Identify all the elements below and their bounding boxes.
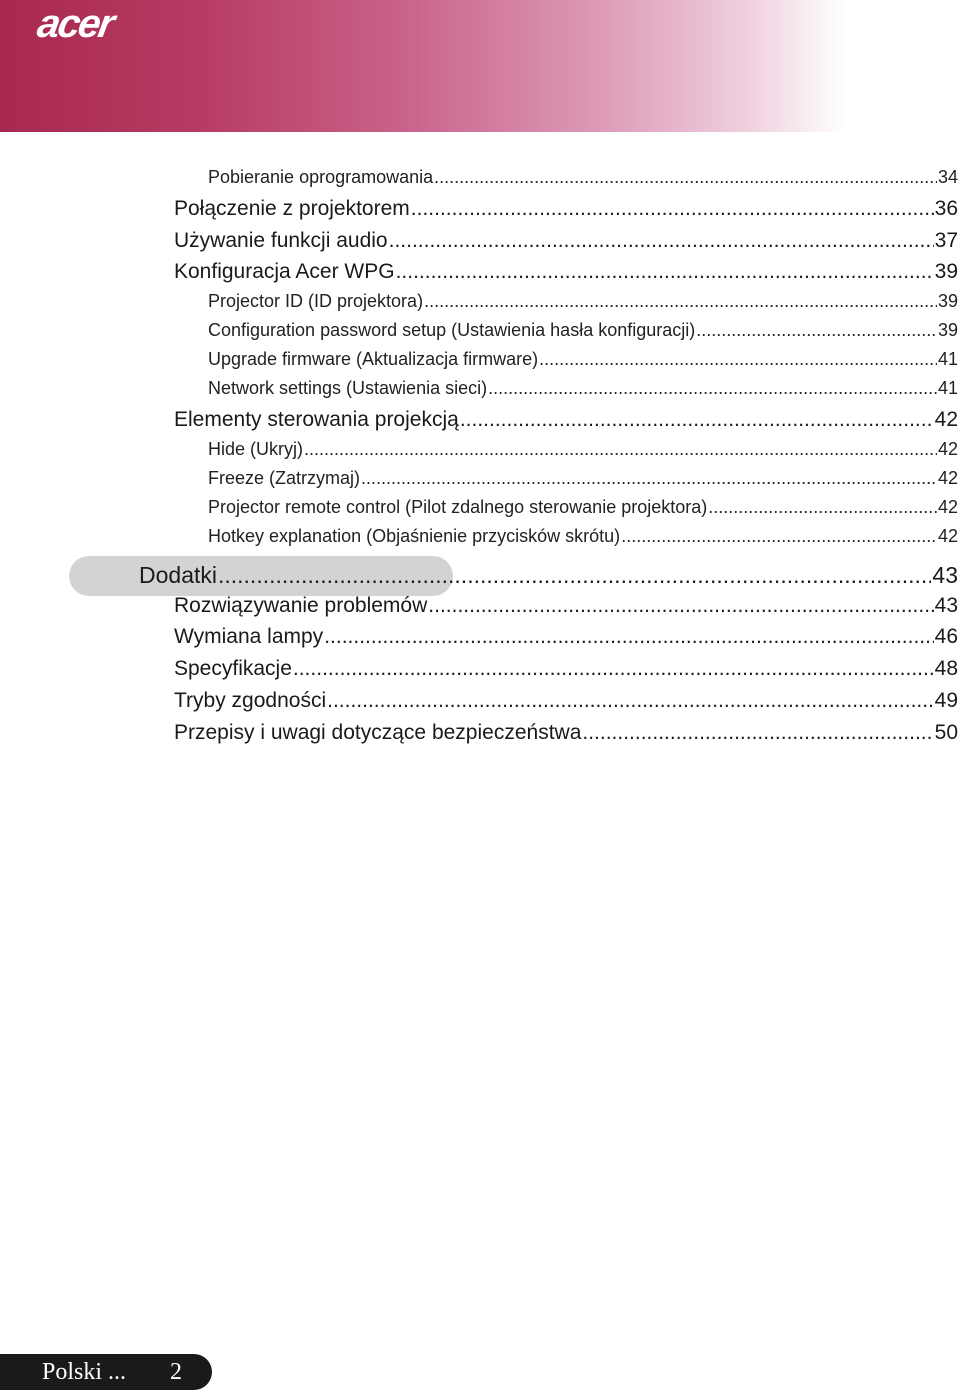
toc-entry-page: 39 bbox=[934, 260, 958, 283]
toc-dot-leader bbox=[434, 167, 937, 188]
toc-entry-title: Rozwiązywanie problemów bbox=[174, 594, 428, 617]
toc-entry-title: Network settings (Ustawienia sieci) bbox=[208, 378, 488, 398]
toc-entry[interactable] bbox=[174, 657, 958, 681]
toc-entry-page: 37 bbox=[934, 229, 958, 252]
toc-dot-leader bbox=[293, 657, 934, 681]
toc-dot-leader bbox=[411, 197, 934, 221]
toc-entry-page: 39 bbox=[937, 291, 958, 311]
toc-entry-title: Elementy sterowania projekcją bbox=[174, 408, 459, 431]
toc-dot-leader bbox=[696, 320, 937, 341]
toc-entry[interactable] bbox=[174, 594, 958, 618]
toc-entry-page: 48 bbox=[934, 657, 958, 680]
toc-entry[interactable] bbox=[208, 291, 958, 312]
toc-entry[interactable] bbox=[208, 497, 958, 518]
toc-entry[interactable] bbox=[174, 625, 958, 649]
footer-page-tab bbox=[0, 1354, 212, 1390]
toc-entry[interactable] bbox=[208, 167, 958, 188]
toc-dot-leader bbox=[708, 497, 937, 518]
toc-dot-leader bbox=[324, 625, 933, 649]
toc-entry[interactable] bbox=[208, 439, 958, 460]
toc-entry-page: 36 bbox=[934, 197, 958, 220]
toc-entry-title: Specyfikacje bbox=[174, 657, 292, 680]
toc-entry-page: 42 bbox=[937, 526, 958, 546]
header-band bbox=[0, 0, 960, 132]
toc-entry[interactable] bbox=[208, 526, 958, 547]
toc-entry-page: 46 bbox=[934, 625, 958, 648]
toc-entry-title: Konfiguracja Acer WPG bbox=[174, 260, 395, 283]
toc-dot-leader bbox=[582, 721, 933, 745]
toc-entry-page: 42 bbox=[934, 408, 958, 431]
toc-entry-title: Projector ID (ID projektora) bbox=[208, 291, 424, 311]
toc-dot-leader bbox=[389, 229, 934, 253]
toc-dot-leader bbox=[621, 526, 937, 547]
toc-entry-page: 39 bbox=[937, 320, 958, 340]
toc-entry-title: Połączenie z projektorem bbox=[174, 197, 410, 220]
toc-entry-page: 42 bbox=[937, 497, 958, 517]
toc-dot-leader bbox=[539, 349, 937, 370]
footer-page-number: 2 bbox=[170, 1359, 182, 1385]
toc-dot-leader bbox=[304, 439, 937, 460]
toc-dot-leader bbox=[488, 378, 937, 399]
toc-entry[interactable] bbox=[208, 468, 958, 489]
toc-dot-leader bbox=[460, 408, 934, 432]
toc-entry[interactable] bbox=[208, 378, 958, 399]
toc-entry[interactable] bbox=[174, 260, 958, 284]
toc-entry[interactable] bbox=[174, 229, 958, 253]
toc-entry-title: Wymiana lampy bbox=[174, 625, 324, 648]
toc-entry-page: 41 bbox=[937, 349, 958, 369]
toc-entry-title: Używanie funkcji audio bbox=[174, 229, 388, 252]
toc-entry-page: 34 bbox=[937, 167, 958, 187]
toc-entry-title: Przepisy i uwagi dotyczące bezpieczeństwa bbox=[174, 721, 582, 744]
toc-entry[interactable] bbox=[208, 320, 958, 341]
toc-entry-page: 50 bbox=[934, 721, 958, 744]
toc-entry-title: Tryby zgodności bbox=[174, 689, 327, 712]
toc-entry-title: Upgrade firmware (Aktualizacja firmware) bbox=[208, 349, 539, 369]
toc-entry[interactable] bbox=[174, 689, 958, 713]
toc-entry-page: 43 bbox=[934, 594, 958, 617]
toc-entry[interactable] bbox=[174, 197, 958, 221]
toc-entry-title: Projector remote control (Pilot zdalnego sterowanie projektora) bbox=[208, 497, 708, 517]
toc-entry-page: 43 bbox=[932, 562, 958, 588]
toc-dot-leader bbox=[361, 468, 937, 489]
toc-entry-title: Dodatki bbox=[139, 562, 217, 588]
toc-entry-title: Configuration password setup (Ustawienia hasła konfiguracji) bbox=[208, 320, 696, 340]
toc-entry-page: 42 bbox=[937, 468, 958, 488]
toc-entry[interactable] bbox=[208, 349, 958, 370]
toc-entry-page: 41 bbox=[937, 378, 958, 398]
toc-dot-leader bbox=[428, 594, 933, 618]
toc-section-dodatki[interactable] bbox=[139, 562, 958, 589]
toc-dot-leader bbox=[396, 260, 934, 284]
toc-entry[interactable] bbox=[174, 408, 958, 432]
toc-entry-title: Pobieranie oprogramowania bbox=[208, 167, 434, 187]
toc-dot-leader bbox=[327, 689, 934, 713]
toc-entry-title: Hide (Ukryj) bbox=[208, 439, 304, 459]
footer-language: Polski ... bbox=[42, 1359, 127, 1385]
toc-entry[interactable] bbox=[174, 721, 958, 745]
toc-entry-title: Freeze (Zatrzymaj) bbox=[208, 468, 361, 488]
acer-logo: acer bbox=[34, 2, 117, 46]
toc-entry-page: 49 bbox=[934, 689, 958, 712]
toc-dot-leader bbox=[218, 562, 931, 589]
toc-entry-page: 42 bbox=[937, 439, 958, 459]
toc-entry-title: Hotkey explanation (Objaśnienie przycisków skrótu) bbox=[208, 526, 621, 546]
toc-dot-leader bbox=[424, 291, 937, 312]
